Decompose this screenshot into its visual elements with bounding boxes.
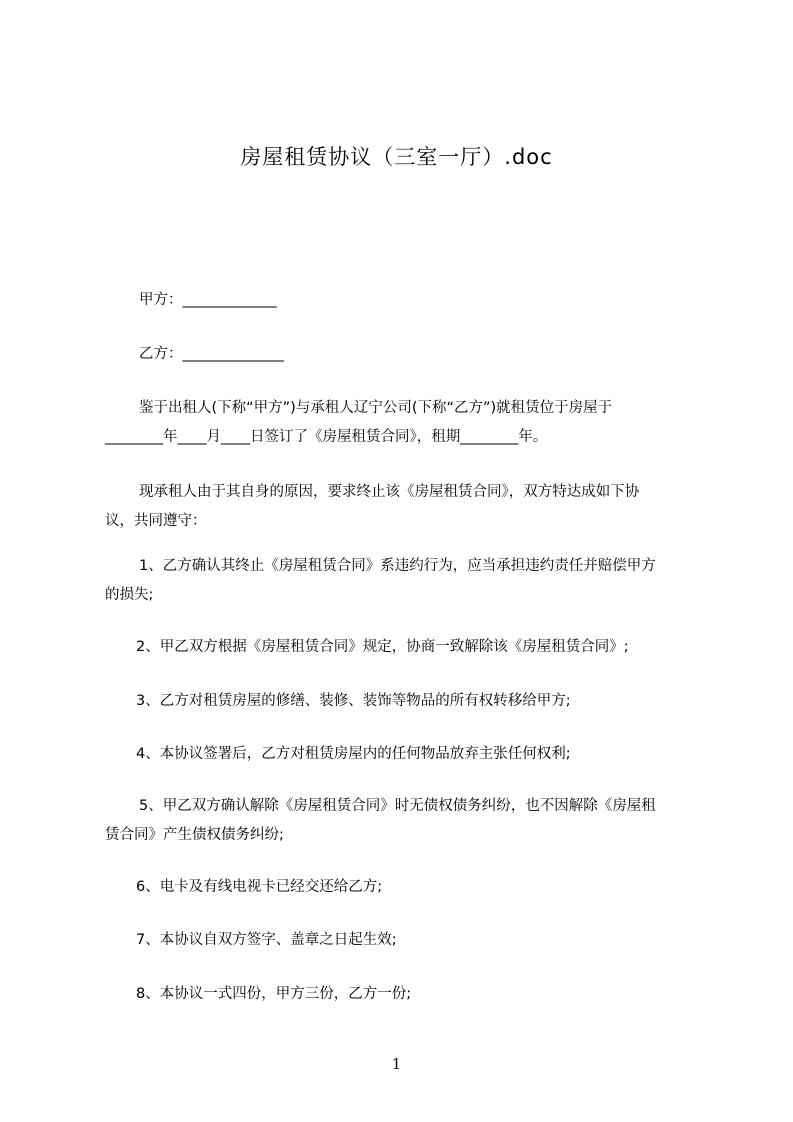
- intro-paragraph: [105, 394, 693, 452]
- clause-5-line-1: 5、甲乙双方确认解除《房屋租赁合同》时无债权债务纠纷，也不因解除《房屋租: [139, 798, 656, 814]
- clause-6: [105, 873, 693, 902]
- clause-1: [105, 552, 693, 610]
- page-number: 1: [391, 1055, 402, 1073]
- clause-8: [105, 980, 693, 1009]
- clause-1-line-1: 1、乙方确认其终止《房屋租赁合同》系违约行为，应当承担违约责任并赔偿甲方: [139, 558, 656, 574]
- reason-line-1: 现承租人由于其自身的原因，要求终止该《房屋租赁合同》，双方特达成如下协: [139, 484, 640, 500]
- clause-5: [105, 792, 693, 850]
- intro-line-1: 鉴于出租人(下称“甲方”)与承租人辽宁公司(下称“乙方”)就租赁位于房屋于: [139, 400, 613, 416]
- clause-3-text: 3、乙方对租赁房屋的修缮、装修、装饰等物品的所有权转移给甲方;: [136, 693, 571, 709]
- clause-8-text: 8、本协议一式四份，甲方三份，乙方一份;: [136, 986, 412, 1002]
- party-b-text: 乙方：______________: [139, 346, 284, 362]
- party-a-text: 甲方：_____________: [139, 292, 277, 308]
- party-a-line: [105, 286, 693, 315]
- clause-4-text: 4、本协议签署后，乙方对租赁房屋内的任何物品放弃主张任何权利;: [136, 746, 571, 762]
- intro-line-2: ________年____月____日签订了《房屋租赁合同》，租期________年。: [105, 429, 548, 445]
- clause-2: [105, 633, 693, 662]
- clause-6-text: 6、电卡及有线电视卡已经交还给乙方;: [136, 879, 383, 895]
- clause-7: [105, 926, 693, 955]
- clause-5-line-2: 赁合同》产生债权债务纠纷;: [105, 827, 284, 843]
- reason-paragraph: [105, 478, 693, 536]
- party-b-line: [105, 340, 693, 369]
- reason-line-2: 议，共同遵守：: [105, 513, 207, 529]
- clause-4: [105, 740, 693, 769]
- clause-2-text: 2、甲乙双方根据《房屋租赁合同》规定，协商一致解除该《房屋租赁合同》;: [136, 639, 629, 655]
- clause-7-text: 7、本协议自双方签字、盖章之日起生效;: [136, 932, 397, 948]
- clause-3: [105, 687, 693, 716]
- clause-1-line-2: 的损失;: [105, 587, 154, 603]
- document-title: 房屋租赁协议（三室一厅）.doc: [240, 145, 553, 169]
